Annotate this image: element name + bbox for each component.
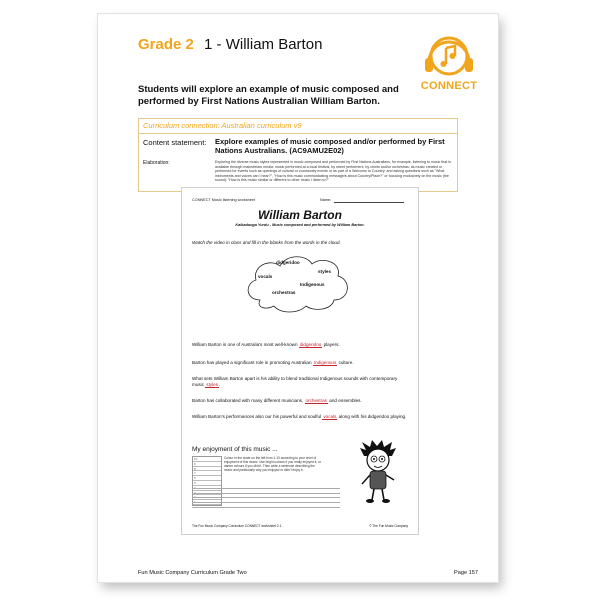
name-line (334, 202, 404, 203)
page-title: 1 - William Barton (204, 36, 323, 53)
page-footer-left: Fun Music Company Curriculum Grade Two (138, 570, 247, 576)
fill-sentence: William Barton is one of Australia's most well-known didgeridoo players. (192, 342, 340, 347)
cloud-word: styles (318, 269, 332, 274)
worksheet-instruction: Watch the video in class and fill in the blanks from the words in the cloud. (192, 240, 341, 245)
worksheet-footer-left: The Fun Music Company Curriculum CONNECT worksheet 2-1 (192, 524, 282, 528)
curriculum-heading: Curriculum connection: Australian curriculum v9 (139, 119, 457, 134)
answer: didgeridoo (299, 342, 322, 347)
content-statement: Explore examples of music composed and/or performed by First Nations Australians. (AC9AMU2E02) (215, 137, 445, 155)
grade-label: Grade 2 (138, 36, 194, 53)
headphones-icon (418, 34, 480, 80)
page-number: Page 157 (454, 570, 478, 576)
connect-logo (418, 34, 480, 96)
enjoyment-heading: My enjoyment of this music ... (192, 446, 278, 453)
answer: orchestras (305, 398, 327, 403)
word-cloud (242, 250, 354, 316)
fill-sentence: What sets William Barton apart is his ability to blend traditional Indigenous sounds with contemporary music styles. (192, 376, 398, 387)
answer: Indigenous (313, 360, 337, 365)
fill-sentence: Barton has collaborated with many different musicians, orchestras and ensembles. (192, 398, 362, 403)
elaboration-text: Exploring the diverse music styles represented in music composed and performed by First Nations Australians, for example, listening to music that is available through mainstream media; music performed at a local festival, by street performers, by choirs and/or orchestras; as music created or performed for events such as openings of cultural or community events or as part of a Welcome to Country; and asking questions such as "What instruments and voices can I hear?", "How is this music communicating message/s about Country/Place?" or focusing exclusively on the music (the sound): "How is this music similar or different to other music I listen to?" (215, 160, 451, 183)
worksheet-name-label: Name: (320, 198, 332, 202)
page-header (138, 36, 322, 53)
answer: styles (206, 382, 219, 387)
worksheet-subtitle: Kalkadunga Yurdu - Music composed and performed by William Barton. (235, 223, 365, 227)
curriculum-box (138, 118, 458, 192)
cloud-word: orchestras (272, 290, 296, 295)
elaboration-label: Elaboration: (143, 160, 170, 166)
worksheet-preview (181, 187, 419, 535)
enjoyment-instructions: Colour in the scale on the left from 1-10 according to your level of enjoyment of this music. Use bright colours if you really enjoyed it, or darker colours if you didn't. Then write a sentence describing the music and particularly why you enjoyed or didn't enjoy it. (224, 456, 321, 472)
document-page (98, 14, 498, 582)
intro-text: Students will explore an example of music composed and performed by First Nations Australian William Barton. (138, 84, 399, 107)
content-statement-label: Content statement: (143, 138, 207, 147)
writing-lines (192, 484, 340, 508)
answer: vocals (323, 414, 337, 419)
cloud-word: vocals (258, 274, 273, 279)
worksheet-top-label: CONNECT Music listening worksheet (192, 198, 256, 202)
worksheet-footer-right: © The Fun Music Company (369, 524, 408, 528)
cloud-word: Indigenous (300, 282, 325, 287)
cloud-word: didgeridoo (276, 260, 300, 265)
enjoyment-scale: 10 9 8 7 6 5 4 3 2 1 (192, 456, 222, 506)
fill-sentence: William Barton's performances also our his powerful and soulful vocals along with his didgeridoo playing. (192, 414, 407, 419)
worksheet-title: William Barton (258, 208, 342, 222)
fill-sentence: Barton has played a significant role in promoting Australian Indigenous culture. (192, 360, 354, 365)
logo-text: CONNECT (420, 80, 478, 92)
cartoon-boy-illustration (350, 440, 406, 506)
